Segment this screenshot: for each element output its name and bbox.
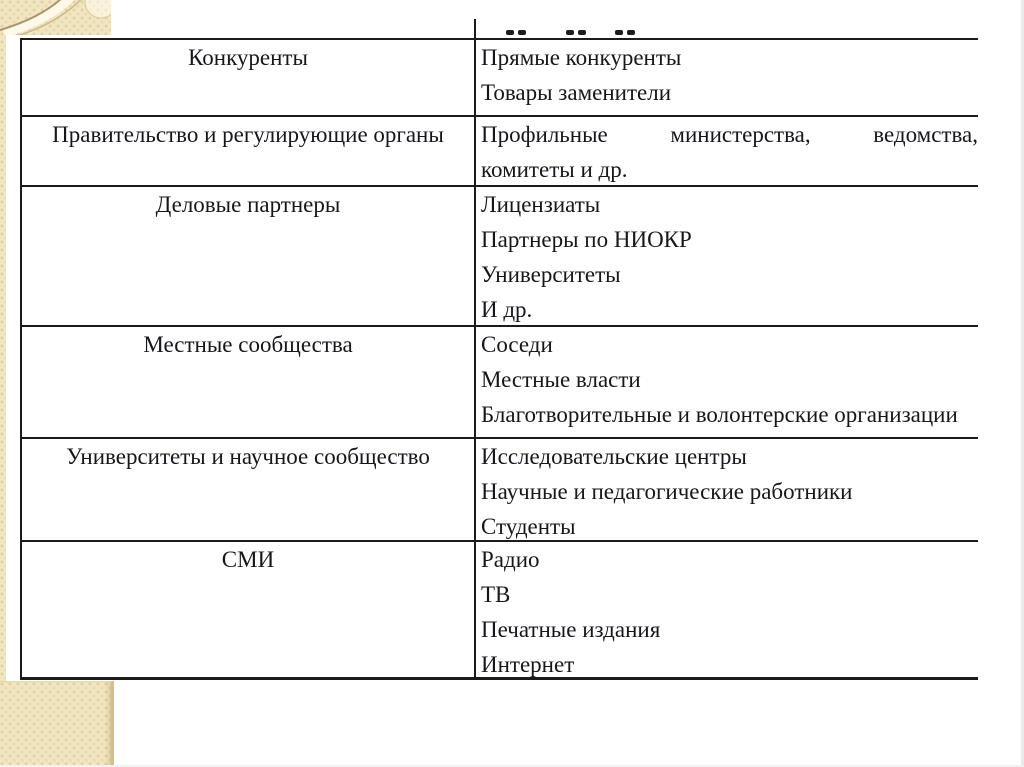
table-v-border xyxy=(20,38,22,680)
cell-line: Научные и педагогические работники xyxy=(481,479,853,504)
cell-line: И др. xyxy=(481,297,533,322)
cell-line: Лицензиаты xyxy=(481,192,601,217)
cell-line xyxy=(481,117,978,152)
cell-line: Соседи xyxy=(481,332,553,357)
stakeholder-cell: Университеты и научное сообщество xyxy=(66,444,430,469)
examples-cell xyxy=(481,117,978,187)
letter-fragment xyxy=(518,30,526,35)
cell-line: Печатные издания xyxy=(481,617,661,642)
cell-line: Радио xyxy=(481,547,540,572)
corner-arc-icon xyxy=(0,0,111,35)
left-border-strip xyxy=(0,0,6,767)
cell-line: Исследовательские центры xyxy=(481,444,747,469)
examples-cell xyxy=(481,327,978,432)
letter-fragment xyxy=(615,30,623,35)
cell-word: ведомства, xyxy=(873,122,978,147)
cell-line: Прямые конкуренты xyxy=(481,45,682,70)
stakeholder-cell: Деловые партнеры xyxy=(155,192,341,217)
cell-line: Университеты xyxy=(481,262,621,287)
corner-decoration xyxy=(0,0,111,35)
cell-line: Благотворительные и волонтерские организации xyxy=(481,402,958,427)
letter-fragment xyxy=(566,30,574,35)
letter-fragment xyxy=(578,30,586,35)
cell-line: ТВ xyxy=(481,582,511,607)
stakeholder-cell: Правительство и регулирующие органы xyxy=(52,122,444,147)
examples-cell xyxy=(481,542,978,682)
cell-word: Профильные xyxy=(481,122,608,147)
cell-line: Местные власти xyxy=(481,367,641,392)
letter-fragment xyxy=(627,30,635,35)
cell-line: Студенты xyxy=(481,514,576,539)
bottom-left-square xyxy=(0,681,114,767)
cell-line: Партнеры по НИОКР xyxy=(481,227,692,252)
letter-fragment xyxy=(506,30,514,35)
stakeholder-cell: Местные сообщества xyxy=(143,332,353,357)
cell-line: Интернет xyxy=(481,652,575,677)
cell-word: министерства, xyxy=(670,122,811,147)
column-divider xyxy=(474,19,476,679)
stakeholder-cell: СМИ xyxy=(221,547,275,572)
examples-cell xyxy=(481,40,978,110)
examples-cell xyxy=(481,187,978,327)
cell-line: комитеты и др. xyxy=(481,157,628,182)
cell-line: Товары заменители xyxy=(481,80,672,105)
stakeholder-cell: Конкуренты xyxy=(188,45,308,70)
examples-cell xyxy=(481,439,978,544)
